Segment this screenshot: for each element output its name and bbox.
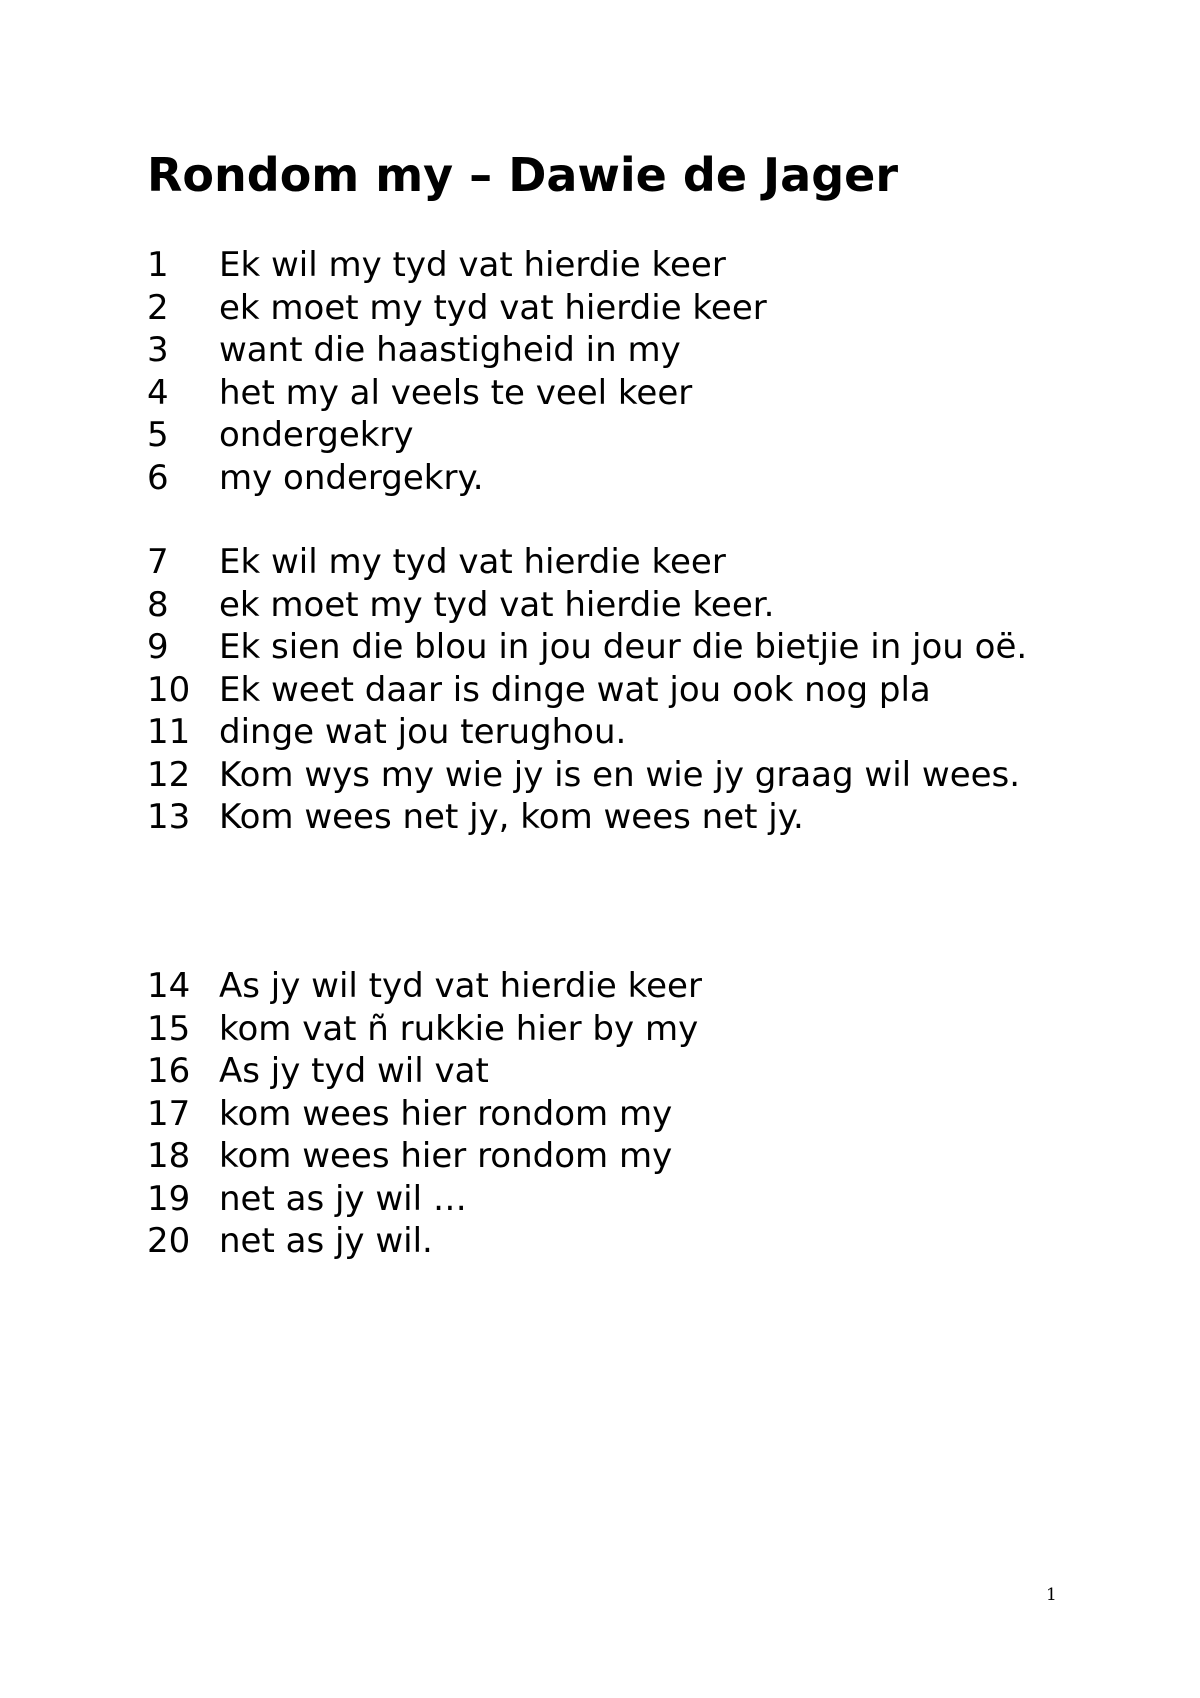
line-number: 19 <box>147 1178 191 1219</box>
poem-line <box>147 669 1047 712</box>
poem-line <box>147 287 1047 330</box>
line-number: 18 <box>147 1136 191 1176</box>
line-text: want die haastigheid in my <box>219 330 681 370</box>
poem-line <box>147 1220 1047 1263</box>
line-number: 8 <box>147 584 169 625</box>
poem-line <box>147 965 1047 1008</box>
stanza <box>147 965 1047 1263</box>
line-number: 20 <box>147 1221 191 1261</box>
poem-line <box>147 1008 1047 1051</box>
poem-line <box>147 244 1047 287</box>
poem-line <box>147 584 1047 627</box>
poem-line <box>147 457 1047 500</box>
line-text: Ek weet daar is dinge wat jou ook nog pla <box>219 669 931 710</box>
line-text: Ek sien die blou in jou deur die bietjie in jou oë. <box>219 627 1028 667</box>
line-number: 13 <box>147 797 191 837</box>
line-text: Ek wil my tyd vat hierdie keer <box>219 542 726 582</box>
line-text: kom wees hier rondom my <box>219 1093 673 1134</box>
line-number: 17 <box>147 1093 191 1134</box>
line-text: kom wees hier rondom my <box>219 1136 673 1176</box>
page-number: 1 <box>1046 1585 1057 1605</box>
line-number: 1 <box>147 245 169 285</box>
line-number: 15 <box>147 1008 191 1049</box>
page-title: Rondom my – Dawie de Jager <box>147 148 899 202</box>
line-text: As jy wil tyd vat hierdie keer <box>219 966 702 1006</box>
stanza <box>147 541 1047 839</box>
poem-line <box>147 1050 1047 1093</box>
line-number: 16 <box>147 1051 191 1091</box>
line-text: net as jy wil. <box>219 1221 433 1261</box>
line-text: dinge wat jou terughou. <box>219 712 627 752</box>
poem-line <box>147 1178 1047 1221</box>
line-text: net as jy wil … <box>219 1178 467 1219</box>
poem-line <box>147 796 1047 839</box>
line-text: ondergekry <box>219 415 414 455</box>
stanza <box>147 244 1047 499</box>
line-text: het my al veels te veel keer <box>219 372 693 413</box>
line-number: 5 <box>147 415 169 455</box>
line-number: 10 <box>147 669 191 710</box>
poem-line <box>147 711 1047 754</box>
line-number: 4 <box>147 372 169 413</box>
line-text: ek moet my tyd vat hierdie keer. <box>219 584 775 625</box>
line-text: Kom wees net jy, kom wees net jy. <box>219 797 804 837</box>
poem-line <box>147 414 1047 457</box>
line-number: 7 <box>147 542 169 582</box>
poem-line <box>147 329 1047 372</box>
poem-line <box>147 626 1047 669</box>
line-text: my ondergekry. <box>219 457 484 498</box>
line-number: 9 <box>147 627 169 667</box>
poem-line <box>147 1093 1047 1136</box>
poem-line <box>147 1135 1047 1178</box>
line-number: 3 <box>147 330 169 370</box>
line-number: 6 <box>147 457 169 498</box>
line-number: 2 <box>147 287 169 328</box>
line-text: Ek wil my tyd vat hierdie keer <box>219 245 726 285</box>
line-number: 12 <box>147 754 191 795</box>
line-text: ek moet my tyd vat hierdie keer <box>219 287 767 328</box>
line-number: 11 <box>147 712 191 752</box>
line-number: 14 <box>147 966 191 1006</box>
poem-line <box>147 541 1047 584</box>
line-text: As jy tyd wil vat <box>219 1051 489 1091</box>
line-text: Kom wys my wie jy is en wie jy graag wil wees. <box>219 754 1021 795</box>
poem-line <box>147 754 1047 797</box>
poem-line <box>147 372 1047 415</box>
line-text: kom vat ñ rukkie hier by my <box>219 1008 699 1049</box>
